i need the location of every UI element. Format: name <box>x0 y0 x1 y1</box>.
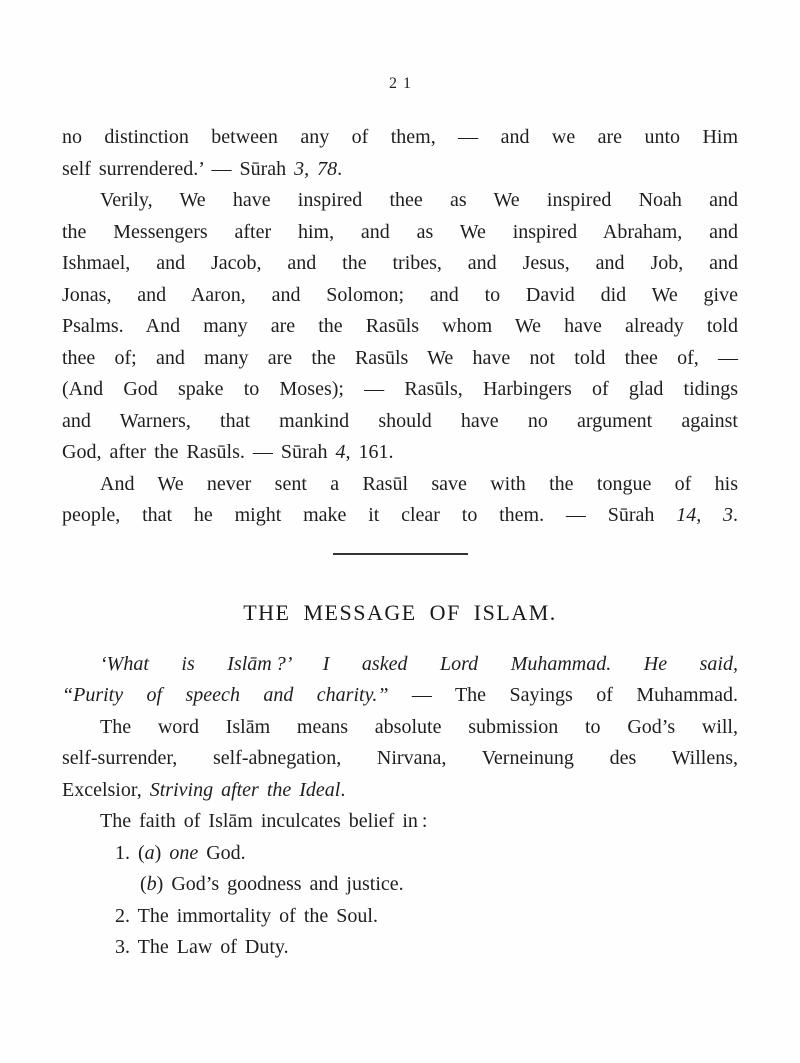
text-line: The word Islām means absolute submission to God’s will, <box>100 715 738 738</box>
text-line: Ishmael, and Jacob, and the tribes, and Jesus, and Job, and <box>62 252 738 274</box>
text-line: ‘What is Islām ?’ I asked Lord Muhammad. He said, <box>100 652 738 675</box>
text-line: people, that he might make it clear to them. — Sūrah 14, 3. <box>62 504 739 526</box>
text-line: God, after the Rasūls. — Sūrah 4, 161. <box>62 441 394 463</box>
section-heading: THE MESSAGE OF ISLAM. <box>243 599 557 625</box>
text-line: (And God spake to Moses); — Rasūls, Harbingers of glad tidings <box>62 378 738 400</box>
text-line: Jonas, and Aaron, and Solomon; and to David did We give <box>62 283 738 306</box>
section-divider-rule <box>333 553 468 555</box>
text-line: self surrendered.’ — Sūrah 3, 78. <box>62 157 343 180</box>
text-line: Psalms. And many are the Rasūls whom We have already told <box>62 315 738 337</box>
text-line: self-surrender, self-abnegation, Nirvana, Verneinung des Willens, <box>62 747 738 769</box>
text-line: “Purity of speech and charity.” — The Sayings of Muhammad. <box>62 684 738 706</box>
text-line: The faith of Islām inculcates belief in : <box>100 810 428 832</box>
text-line: no distinction between any of them, — and we are unto Him <box>62 126 738 148</box>
list-item: (b) God’s goodness and justice. <box>140 873 404 895</box>
text-line: Verily, We have inspired thee as We inspired Noah and <box>100 189 738 211</box>
text-line: and Warners, that mankind should have no argument against <box>62 409 738 432</box>
list-item: 1. (a) one God. <box>115 841 246 864</box>
text-line: And We never sent a Rasūl save with the tongue of his <box>100 472 738 495</box>
page-number: 21 <box>389 75 417 92</box>
text-line: Excelsior, Striving after the Ideal. <box>62 778 346 801</box>
list-item: 2. The immortality of the Soul. <box>115 904 378 927</box>
text-line: thee of; and many are the Rasūls We have not told thee of, — <box>62 346 738 369</box>
list-item: 3. The Law of Duty. <box>115 936 289 958</box>
text-column <box>62 122 738 964</box>
text-line: the Messengers after him, and as We inspired Abraham, and <box>62 220 738 243</box>
